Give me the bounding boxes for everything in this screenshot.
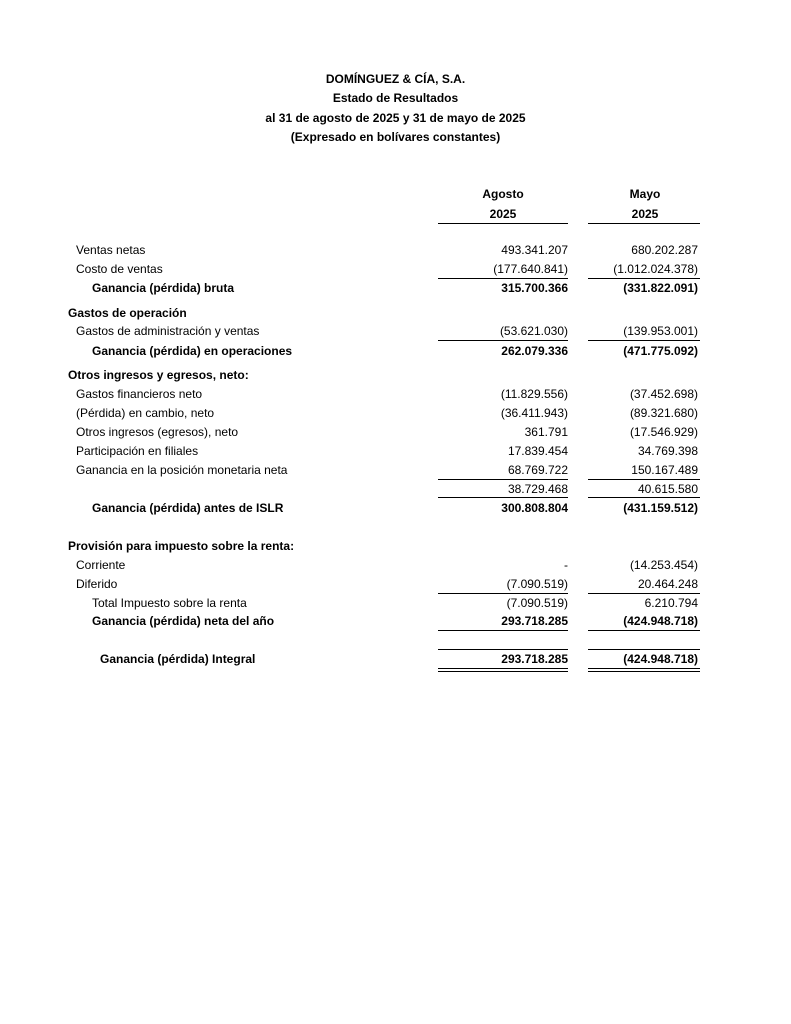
total-rule <box>438 649 568 650</box>
double-underline <box>438 668 568 669</box>
total-rule <box>588 630 700 631</box>
header-rule-agosto <box>438 223 568 224</box>
table-row <box>0 425 791 444</box>
value-mayo: (37.452.698) <box>629 387 698 401</box>
value-mayo: (14.253.454) <box>629 558 698 572</box>
double-underline <box>438 671 568 672</box>
value-mayo: 680.202.287 <box>631 243 698 257</box>
value-agosto: (177.640.841) <box>493 262 568 276</box>
value-agosto: 300.808.804 <box>501 501 568 515</box>
subtotal-rule <box>438 593 568 594</box>
value-agosto: (7.090.519) <box>506 596 568 610</box>
row-label: Ganancia en la posición monetaria neta <box>76 463 288 477</box>
row-label: Total Impuesto sobre la renta <box>92 596 247 610</box>
total-rule <box>588 649 700 650</box>
row-label: Gastos de administración y ventas <box>76 324 260 338</box>
table-row-subtotal <box>0 344 791 363</box>
row-label: Costo de ventas <box>76 262 163 276</box>
value-mayo: (1.012.024.378) <box>613 262 698 276</box>
subtotal-rule <box>588 497 700 498</box>
value-agosto: 493.341.207 <box>501 243 568 257</box>
value-agosto: (53.621.030) <box>499 324 568 338</box>
section-label: Gastos de operación <box>68 306 187 320</box>
value-mayo: (431.159.512) <box>623 501 698 515</box>
subtotal-rule <box>588 340 700 341</box>
value-mayo: 34.769.398 <box>637 444 698 458</box>
row-label: Ganancia (pérdida) Integral <box>100 652 256 666</box>
row-label: Ganancia (pérdida) antes de ISLR <box>92 501 284 515</box>
section-label: Otros ingresos y egresos, neto: <box>68 368 249 382</box>
value-agosto: 293.718.285 <box>501 652 568 666</box>
row-label: (Pérdida) en cambio, neto <box>76 406 215 420</box>
value-mayo: (89.321.680) <box>629 406 698 420</box>
statement-title: Estado de Resultados <box>332 91 459 105</box>
value-agosto: - <box>564 558 568 572</box>
value-mayo: (471.775.092) <box>623 344 698 358</box>
table-row <box>0 558 791 577</box>
section-label: Provisión para impuesto sobre la renta: <box>68 539 295 553</box>
row-label: Gastos financieros neto <box>76 387 203 401</box>
row-label: Ganancia (pérdida) en operaciones <box>92 344 293 358</box>
row-label: Ganancia (pérdida) neta del año <box>92 614 275 628</box>
row-label: Ventas netas <box>76 243 146 257</box>
table-row <box>0 243 791 262</box>
total-rule <box>438 630 568 631</box>
subtotal-rule <box>588 593 700 594</box>
table-row <box>0 444 791 463</box>
value-mayo: (424.948.718) <box>623 614 698 628</box>
double-underline <box>588 671 700 672</box>
double-underline <box>588 668 700 669</box>
table-row <box>0 406 791 425</box>
column-mayo-year: 2025 <box>631 207 659 221</box>
subtotal-rule <box>438 479 568 480</box>
subtotal-rule <box>588 479 700 480</box>
row-label: Diferido <box>76 577 118 591</box>
value-mayo: 20.464.248 <box>637 577 698 591</box>
value-mayo: 40.615.580 <box>637 482 698 496</box>
value-mayo: 6.210.794 <box>644 596 698 610</box>
value-mayo: (139.953.001) <box>623 324 698 338</box>
currency-note: (Expresado en bolívares constantes) <box>290 130 501 144</box>
value-agosto: (36.411.943) <box>500 406 568 420</box>
header-rule-mayo <box>588 223 700 224</box>
section-heading <box>0 539 791 558</box>
row-label: Otros ingresos (egresos), neto <box>76 425 239 439</box>
subtotal-rule <box>588 278 700 279</box>
value-agosto: 315.700.366 <box>501 281 568 295</box>
section-heading <box>0 368 791 387</box>
table-row-subtotal <box>0 281 791 300</box>
row-label: Corriente <box>76 558 126 572</box>
subtotal-rule <box>438 497 568 498</box>
statement-period: al 31 de agosto de 2025 y 31 de mayo de 2025 <box>265 111 526 125</box>
column-agosto-year: 2025 <box>489 207 517 221</box>
table-row <box>0 387 791 406</box>
value-agosto: (7.090.519) <box>506 577 568 591</box>
company-name: DOMÍNGUEZ & CÍA, S.A. <box>325 72 466 86</box>
subtotal-rule <box>438 340 568 341</box>
value-agosto: 361.791 <box>524 425 568 439</box>
table-row-subtotal <box>0 596 791 615</box>
value-agosto: 38.729.468 <box>507 482 568 496</box>
row-label: Ganancia (pérdida) bruta <box>92 281 235 295</box>
table-row-subtotal <box>0 482 791 501</box>
row-label: Participación en filiales <box>76 444 199 458</box>
value-mayo: (17.546.929) <box>629 425 698 439</box>
value-agosto: 17.839.454 <box>507 444 568 458</box>
value-agosto: 68.769.722 <box>507 463 568 477</box>
value-mayo: (424.948.718) <box>623 652 698 666</box>
column-mayo-month: Mayo <box>629 187 661 201</box>
subtotal-rule <box>438 278 568 279</box>
value-agosto: (11.829.556) <box>500 387 568 401</box>
value-agosto: 293.718.285 <box>501 614 568 628</box>
value-agosto: 262.079.336 <box>501 344 568 358</box>
table-row-subtotal <box>0 501 791 520</box>
section-heading <box>0 306 791 325</box>
value-mayo: 150.167.489 <box>631 463 698 477</box>
value-mayo: (331.822.091) <box>623 281 698 295</box>
column-agosto-month: Agosto <box>482 187 524 201</box>
